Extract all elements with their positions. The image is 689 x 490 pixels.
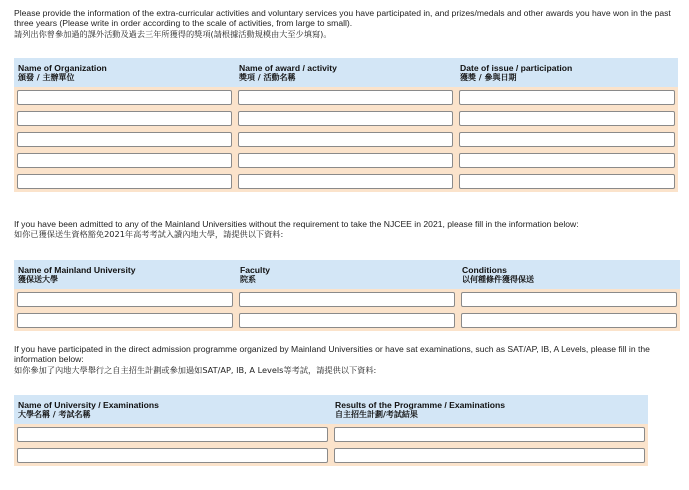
table-row [14, 129, 678, 150]
header-conditions [458, 260, 680, 289]
table-row [14, 310, 680, 331]
section2-intro [14, 219, 678, 240]
award-activity-input-5[interactable] [238, 174, 453, 189]
organization-input-5[interactable] [17, 174, 232, 189]
award-activity-input-2[interactable] [238, 111, 453, 126]
header-conditions-en: Conditions [462, 265, 507, 275]
organization-input-4[interactable] [17, 153, 232, 168]
faculty-input-1[interactable] [239, 292, 455, 307]
activities-table [14, 58, 678, 192]
header-results-zh: 自主招生計劃/考試結果 [335, 410, 418, 419]
header-organization-en: Name of Organization [18, 63, 107, 73]
date-input-4[interactable] [459, 153, 675, 168]
table-row [14, 171, 678, 192]
header-faculty-zh: 院系 [240, 275, 256, 284]
organization-input-3[interactable] [17, 132, 232, 147]
section3-intro-zh: 如你參加了內地大學舉行之自主招生計劃或參加過如SAT/AP, IB, A Levels等考試，請提供以下資料: [14, 364, 377, 375]
section2-intro-zh: 如你已獲保送生資格豁免2021年高考考試入讀內地大學，請提供以下資料: [14, 229, 284, 240]
table-row [14, 424, 648, 445]
organization-input-1[interactable] [17, 90, 232, 105]
header-university-exams-zh: 大學名稱 / 考試名稱 [18, 410, 91, 419]
table-row [14, 150, 678, 171]
mainland-admission-table [14, 260, 680, 331]
header-mainland-university-zh: 獲保送大學 [18, 275, 58, 284]
header-organization [14, 58, 235, 87]
header-university-exams [14, 395, 331, 424]
table-row [14, 445, 648, 466]
section3-intro-en: If you have participated in the direct admission programme organized by Mainland Universities or have sat examinations, such as SAT/AP, IB, A Levels, please fill in the information below: [14, 344, 650, 365]
header-award-activity-zh: 獎項 / 活動名稱 [239, 73, 296, 82]
activities-table-header [14, 58, 678, 87]
mainland-university-input-2[interactable] [17, 313, 233, 328]
award-activity-input-3[interactable] [238, 132, 453, 147]
header-award-activity [235, 58, 456, 87]
results-input-2[interactable] [334, 448, 645, 463]
award-activity-input-4[interactable] [238, 153, 453, 168]
mainland-university-input-1[interactable] [17, 292, 233, 307]
award-activity-input-1[interactable] [238, 90, 453, 105]
date-input-5[interactable] [459, 174, 675, 189]
date-input-3[interactable] [459, 132, 675, 147]
conditions-input-2[interactable] [461, 313, 677, 328]
header-mainland-university [14, 260, 236, 289]
header-conditions-zh: 以何種條件獲得保送 [462, 275, 534, 284]
date-input-2[interactable] [459, 111, 675, 126]
mainland-admission-table-header [14, 260, 680, 289]
date-input-1[interactable] [459, 90, 675, 105]
exams-table [14, 395, 648, 466]
table-row [14, 87, 678, 108]
faculty-input-2[interactable] [239, 313, 455, 328]
header-date-en: Date of issue / participation [460, 63, 573, 73]
university-exam-input-1[interactable] [17, 427, 328, 442]
header-results [331, 395, 648, 424]
table-row [14, 108, 678, 129]
header-date-zh: 獲獎 / 參與日期 [460, 73, 517, 82]
exams-table-header [14, 395, 648, 424]
conditions-input-1[interactable] [461, 292, 677, 307]
header-faculty-en: Faculty [240, 265, 271, 275]
section3-intro [14, 344, 678, 375]
header-faculty [236, 260, 458, 289]
header-date [456, 58, 678, 87]
header-mainland-university-en: Name of Mainland University [18, 265, 136, 275]
section2-intro-en: If you have been admitted to any of the Mainland Universities without the requirement to take the NJCEE in 2021, please fill in the information below: [14, 219, 579, 229]
organization-input-2[interactable] [17, 111, 232, 126]
section1-intro-zh: 請列出你曾參加過的課外活動及過去三年所獲得的獎項(請根據活動規模由大至少填寫)。 [14, 28, 332, 39]
university-exam-input-2[interactable] [17, 448, 328, 463]
header-organization-zh: 頒發 / 主辦單位 [18, 73, 75, 82]
section1-intro [14, 8, 678, 39]
header-results-en: Results of the Programme / Examinations [335, 400, 506, 410]
results-input-1[interactable] [334, 427, 645, 442]
section1-intro-en: Please provide the information of the extra-curricular activities and voluntary services you have participated in, and prizes/medals and other awards you have won in the past three years (Please write in order according to the scale of activities, from large to small). [14, 8, 671, 29]
table-row [14, 289, 680, 310]
header-award-activity-en: Name of award / activity [239, 63, 337, 73]
header-university-exams-en: Name of University / Examinations [18, 400, 159, 410]
